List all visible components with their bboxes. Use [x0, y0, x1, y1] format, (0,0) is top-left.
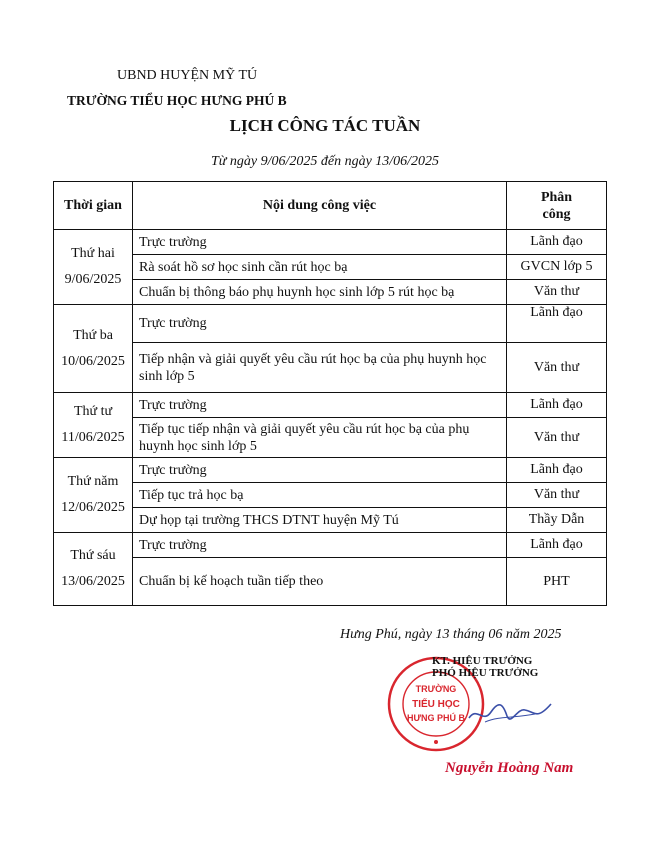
sign-role-1: KT. HIỆU TRƯỞNG	[432, 655, 533, 667]
assignee-cell: Lãnh đạo	[507, 393, 607, 418]
table-row	[54, 255, 607, 280]
day-cell	[54, 305, 133, 393]
table-row	[54, 305, 607, 343]
day-name: Thứ hai	[71, 246, 115, 261]
assignee-cell: PHT	[507, 558, 607, 606]
table-row	[54, 483, 607, 508]
day-name: Thứ năm	[67, 474, 119, 489]
assignee-cell: Lãnh đạo	[507, 533, 607, 558]
day-name: Thứ tư	[73, 404, 113, 419]
assignee-cell: Văn thư	[507, 483, 607, 508]
table-row	[54, 458, 607, 483]
table-row	[54, 343, 607, 393]
task-cell: Tiếp tục trả học bạ	[133, 483, 507, 508]
task-cell: Chuẩn bị thông báo phụ huynh học sinh lớp 5 rút học bạ	[133, 280, 507, 305]
svg-text:HƯNG PHÚ B: HƯNG PHÚ B	[407, 713, 465, 723]
assignee-cell: Lãnh đạo	[507, 305, 607, 343]
date-range: Từ ngày 9/06/2025 đến ngày 13/06/2025	[210, 154, 440, 169]
day-date: 13/06/2025	[61, 574, 125, 589]
task-cell: Trực trường	[133, 458, 507, 483]
signer-name: Nguyễn Hoàng Nam	[445, 760, 574, 776]
header-content: Nội dung công việc	[133, 182, 507, 230]
table-header-row	[54, 182, 607, 230]
svg-text:TIỂU HỌC: TIỂU HỌC	[412, 699, 460, 710]
day-cell	[54, 393, 133, 458]
assignee-cell: GVCN lớp 5	[507, 255, 607, 280]
schedule-table	[53, 181, 607, 606]
task-cell: Chuẩn bị kế hoạch tuần tiếp theo	[133, 558, 507, 606]
day-date: 10/06/2025	[61, 353, 125, 369]
school-name: TRƯỜNG TIỂU HỌC HƯNG PHÚ B	[67, 93, 287, 108]
table-row	[54, 418, 607, 458]
place-date: Hưng Phú, ngày 13 tháng 06 năm 2025	[340, 627, 562, 642]
day-name: Thứ sáu	[70, 548, 116, 563]
assignee-cell: Thầy Dẫn	[507, 508, 607, 533]
org-name: UBND HUYỆN MỸ TÚ	[117, 68, 258, 83]
assignee-cell: Văn thư	[507, 343, 607, 393]
task-cell: Dự họp tại trường THCS DTNT huyện Mỹ Tú	[133, 508, 507, 533]
task-cell: Trực trường	[133, 533, 507, 558]
assignee-cell: Lãnh đạo	[507, 458, 607, 483]
task-cell: Tiếp nhận và giải quyết yêu cầu rút học bạ của phụ huynh học sinh lớp 5	[133, 343, 507, 393]
day-date: 12/06/2025	[61, 500, 125, 515]
task-cell: Trực trường	[133, 230, 507, 255]
table-row	[54, 393, 607, 418]
header-assignee	[507, 182, 607, 230]
day-name: Thứ ba	[73, 327, 113, 343]
task-cell: Rà soát hồ sơ học sinh cần rút học bạ	[133, 255, 507, 280]
task-cell: Tiếp tục tiếp nhận và giải quyết yêu cầu rút học bạ của phụ huynh học sinh lớp 5	[133, 418, 507, 458]
svg-text:TRƯỜNG: TRƯỜNG	[415, 684, 457, 694]
assignee-cell: Lãnh đạo	[507, 230, 607, 255]
table-row	[54, 280, 607, 305]
assignee-cell: Văn thư	[507, 418, 607, 458]
header-assignee-line2: công	[542, 206, 571, 222]
sign-role-2: PHÓ HIỆU TRƯỞNG	[432, 667, 539, 679]
day-cell	[54, 230, 133, 305]
table-row	[54, 533, 607, 558]
task-cell: Trực trường	[133, 393, 507, 418]
header-time: Thời gian	[54, 182, 133, 230]
table-row	[54, 230, 607, 255]
table-row	[54, 508, 607, 533]
handwritten-signature	[465, 696, 555, 730]
assignee-cell: Văn thư	[507, 280, 607, 305]
page-title: LỊCH CÔNG TÁC TUẦN	[229, 116, 421, 135]
header-assignee-line1: Phân	[540, 189, 573, 205]
task-cell: Trực trường	[133, 305, 507, 343]
day-date: 11/06/2025	[61, 430, 125, 445]
day-date: 9/06/2025	[64, 272, 122, 287]
table-row	[54, 558, 607, 606]
day-cell	[54, 533, 133, 606]
day-cell	[54, 458, 133, 533]
